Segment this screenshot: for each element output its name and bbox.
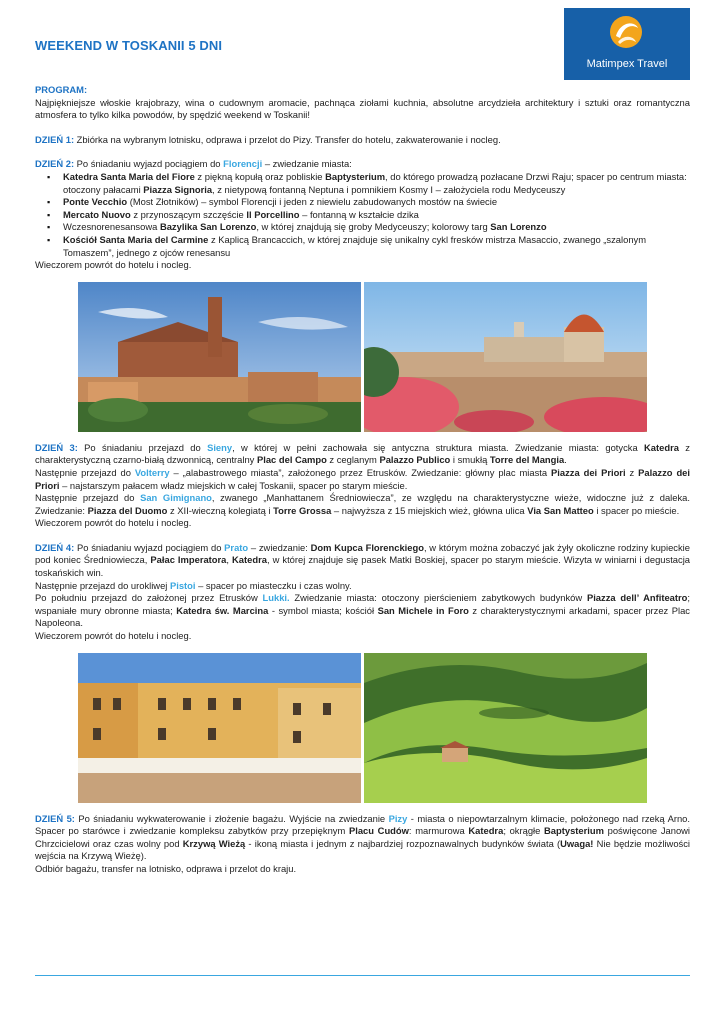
lucca-piazza-photo [78,653,361,803]
day5-paragraph: DZIEŃ 5: Po śniadaniu wykwaterowanie i złożenie bagażu. Wyjście na zwiedzanie Pizy - miasta o niepowtarzalnym klimacie, położonego nad rzeką Arno. Spacer po starówce i zwiedzanie kompleksu zabytków przy przepięknym Placu Cudów: marmurowa Katedra; okrągłe Baptysterium poświęcone Janowi Chrzcicielowi oraz czas wolny pod Krzywą Wieżą - ikoną miasta i jednym z najbardziej rozpoznawalnych budynków świata (Uwaga! Nie będzie możliwości wejścia na Krzywą Wieżę). [35,812,691,862]
day3-label: DZIEŃ 3: [35,441,78,453]
list-item: ▪ Mercato Nuovo z przynoszącym szczęście Il Porcellino – fontanną w kształcie dzika [63,209,690,222]
day2-label: DZIEŃ 2: [35,158,75,170]
logo-text: Matimpex Travel [586,58,668,70]
day3-san-gimignano: Następnie przejazd do San Gimignano, zwanego „Manhattanem Średniowiecza”, ze względu na charakterystyczne wieże, widoczne już z daleka. Zwiedzanie: Piazza del Duomo z XII-wieczną kolegiatą i Torre Grossa – najwyższa z 15 miejskich wież, główna ulica Via San Matteo i spacer po mieście. [35,492,690,516]
footer-divider [35,975,690,976]
siena-photo [78,282,361,432]
day5-end: Odbiór bagażu, transfer na lotnisko, odprawa i przelot do kraju. [35,863,297,874]
photo-row-2 [78,653,690,803]
list-item: ▪ Wczesnorenesansowa Bazylika San Lorenzo, w której znajdują się groby Medyceuszy; kolorowy targ San Lorenzo [63,221,690,234]
tuscan-hills-photo [364,653,647,803]
city-lucca: Lukki. [262,592,290,604]
city-san-gimignano: San Gimignano [140,492,212,504]
day3-end: Wieczorem powrót do hotelu i nocleg. [35,517,192,529]
city-siena: Sieny [207,441,233,453]
list-item: ▪ Ponte Vecchio (Most Złotników) – symbol Florencji i jeden z niewielu zabudowanych mostów na świecie [63,196,690,209]
day4-pistoia: Następnie przejazd do urokliwej Pistoi – spacer po miasteczku i czas wolny. [35,579,352,591]
city-prato: Prato [224,541,249,553]
program-heading: PROGRAM: [35,84,88,95]
day4-label: DZIEŃ 4: [35,541,75,553]
florence-photo [364,282,647,432]
intro-paragraph: Najpiękniejsze włoskie krajobrazy, wina o cudownym aromacie, pachnąca ziołami kuchnia, absolutne arcydzieła architektury i sztuki oraz romantyczna atmosfera to tylko kilka powodów, by spędzić weekend w Toskanii! [35,96,690,121]
day4-end: Wieczorem powrót do hotelu i nocleg. [35,630,192,642]
city-volterra: Volterry [134,466,170,478]
day5-label: DZIEŃ 5: [35,812,75,824]
city-pisa: Pizy [388,812,408,824]
day2-paragraph: DZIEŃ 2: Po śniadaniu wyjazd pociągiem do Florencji – zwiedzanie miasta: [35,158,352,170]
day3-volterra: Następnie przejazd do Volterry – „alabastrowego miasta”, założonego przez Etrusków. Zwiedzanie: główny plac miasta Piazza dei Priori z Palazzo dei Priori – najstarszym pałacem władz miejskich w całej Toskanii, spacer po starym mieście. [35,466,690,491]
day4-lucca: Po południu przejazd do założonej przez Etrusków Lukki. Zwiedzanie miasta: otoczony pierścieniem zabytkowych budynków Piazza dell’ Anfiteatro; wspaniałe mury obronne miasta; Katedra św. Marcina - symbol miasta; kościół San Michele in Foro z charakterystycznymi arkadami, spacer przez Plac Napoleona. [35,592,690,629]
photo-row-1 [78,282,690,432]
company-logo [564,8,690,80]
day4-paragraph: DZIEŃ 4: Po śniadaniu wyjazd pociągiem do Prato – zwiedzanie: Dom Kupca Florenckiego, w którym można zobaczyć jak żyły okoliczne rodziny kupieckie pod koniec Średniowiecza, Pałac Imperatora, Katedra, w której znajduje się pasek Matki Boskiej, spacer po starym mieście. Wizyta w winiarni i degustacja toskańskich win. [35,541,690,579]
day2-list [35,171,690,259]
list-item: ▪ Kościół Santa Maria del Carmine z Kaplicą Brancaccich, w której znajduje się unikalny cykl fresków mistrza Masaccio, zwanego „szalonym Tomaszem”, jednego z ojców renesansu [63,234,690,259]
program-content [35,84,690,876]
day2-end: Wieczorem powrót do hotelu i nocleg. [35,259,192,271]
city-florence: Florencji [223,158,263,170]
day3-paragraph: DZIEŃ 3: Po śniadaniu przejazd do Sieny, w której w pełni zachowała się antyczna struktura miasta. Zwiedzanie miasta: gotycka Katedra z charakterystyczną czarno-białą dzwonnicą, centralny Plac del Campo z ceglanym Palazzo Publico i smukłą Torre del Mangia. [35,441,690,466]
list-item: ▪ Katedra Santa Maria del Fiore z piękną kopułą oraz pobliskie Baptysterium, do którego prowadzą pozłacane Drzwi Raju; spacer po centrum miasta: otoczony pałacami Piazza Signoria, z nietypową fontanną Neptuna i pomnikiem Kosmy I – założyciela rodu Medyceuszy [63,171,690,196]
city-pistoia: Pistoi [169,579,196,591]
page-title: WEEKEND W TOSKANII 5 DNI [35,38,223,53]
day1-paragraph: DZIEŃ 1: Zbiórka na wybranym lotnisku, odprawa i przelot do Pizy. Transfer do hotelu, zakwaterowanie i nocleg. [35,133,501,145]
day1-label: DZIEŃ 1: [35,133,75,145]
sun-swirl-logo-icon [608,14,644,50]
